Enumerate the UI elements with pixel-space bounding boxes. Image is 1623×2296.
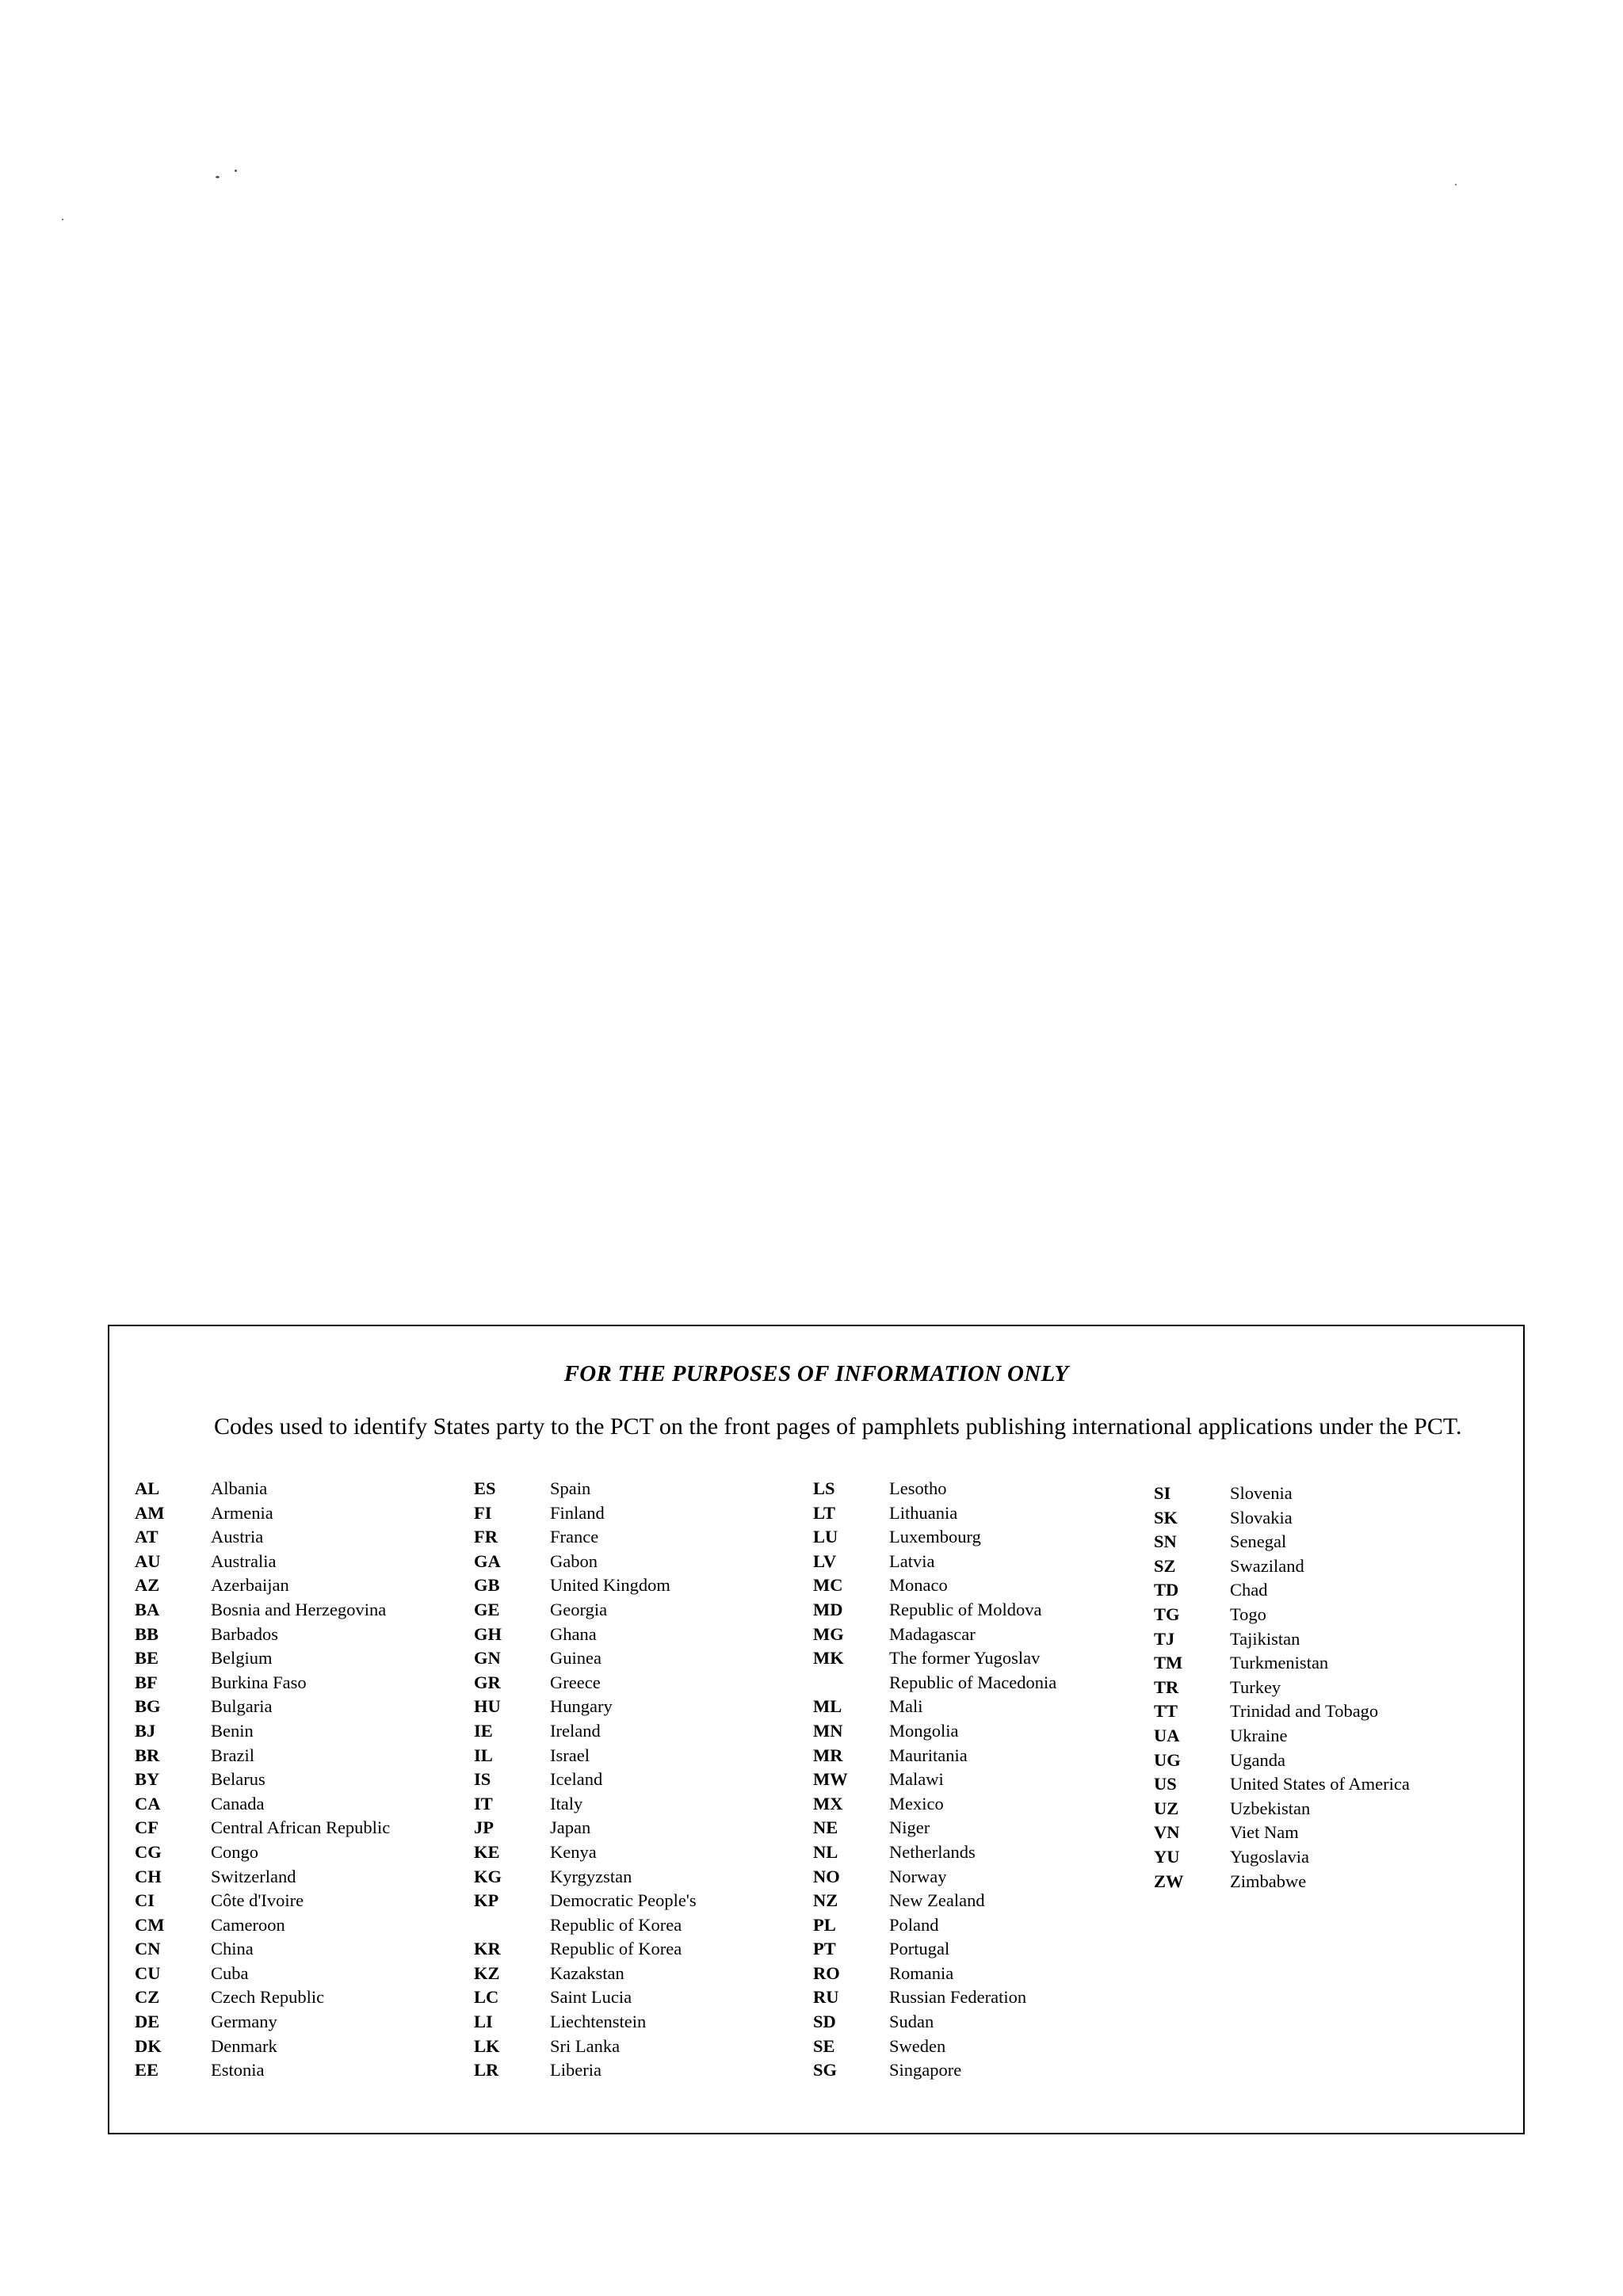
code-row — [1154, 1845, 1410, 1870]
code-row — [813, 1744, 1056, 1768]
code-row — [813, 1889, 1056, 1913]
country-name: Kazakstan — [550, 1962, 624, 1983]
country-name: Turkmenistan — [1230, 1653, 1329, 1673]
country-code: ML — [813, 1696, 842, 1717]
code-row — [813, 1671, 1056, 1695]
scan-speck — [62, 219, 63, 220]
country-code: LU — [813, 1527, 838, 1547]
country-code: MW — [813, 1769, 848, 1790]
code-row — [474, 1501, 697, 1526]
code-row — [1154, 1627, 1410, 1652]
code-row — [474, 1646, 697, 1671]
code-row — [135, 1477, 390, 1501]
code-row — [135, 1646, 390, 1671]
code-row — [135, 1985, 390, 2010]
country-name: Belgium — [211, 1648, 273, 1669]
country-name: France — [550, 1527, 599, 1547]
box-title: FOR THE PURPOSES OF INFORMATION ONLY — [563, 1361, 1069, 1386]
code-row — [813, 1985, 1056, 2010]
code-row — [1154, 1724, 1410, 1749]
country-name: Austria — [211, 1527, 264, 1547]
country-name: Madagascar — [889, 1623, 976, 1644]
country-code: SZ — [1154, 1555, 1176, 1576]
code-row — [813, 1598, 1056, 1623]
code-row — [1154, 1797, 1410, 1821]
country-code: BB — [135, 1623, 159, 1644]
country-name: Denmark — [211, 2035, 277, 2056]
country-code: EE — [135, 2060, 159, 2081]
code-row — [135, 1501, 390, 1526]
code-row — [474, 1937, 697, 1962]
country-code: GR — [474, 1672, 501, 1692]
country-name: Tajikistan — [1230, 1628, 1300, 1649]
code-row — [813, 1573, 1056, 1598]
code-row — [1154, 1772, 1410, 1797]
country-code: NO — [813, 1866, 840, 1886]
country-code: NL — [813, 1841, 838, 1862]
country-code: MD — [813, 1599, 843, 1619]
code-row — [813, 1768, 1056, 1792]
code-row — [474, 1985, 697, 2010]
country-name: Bosnia and Herzegovina — [211, 1599, 387, 1619]
country-code: MR — [813, 1745, 843, 1765]
country-name: Sudan — [889, 2012, 934, 2032]
country-name: Chad — [1230, 1580, 1268, 1600]
country-name: Kenya — [550, 1841, 597, 1862]
country-name: Estonia — [211, 2060, 265, 2081]
code-row — [474, 1913, 697, 1938]
country-name: Georgia — [550, 1599, 608, 1619]
code-row — [135, 1719, 390, 1744]
country-code: BE — [135, 1648, 159, 1669]
country-name: United Kingdom — [550, 1575, 670, 1596]
scan-speck — [235, 170, 237, 172]
country-name: Malawi — [889, 1769, 944, 1790]
country-code: TM — [1154, 1653, 1183, 1673]
code-row — [135, 1623, 390, 1647]
country-name: Australia — [211, 1550, 277, 1571]
country-code: CH — [135, 1866, 162, 1886]
country-name: Romania — [889, 1962, 954, 1983]
country-name: United States of America — [1230, 1774, 1410, 1794]
country-name: Liberia — [550, 2060, 601, 2081]
country-code: BY — [135, 1769, 160, 1790]
country-code: ZW — [1154, 1871, 1184, 1891]
country-name: Democratic People's — [550, 1890, 697, 1911]
country-name: Republic of Korea — [550, 1939, 682, 1959]
code-row — [813, 2035, 1056, 2059]
code-row — [813, 1695, 1056, 1719]
country-code: TG — [1154, 1604, 1180, 1624]
country-name: Hungary — [550, 1696, 613, 1717]
country-name: Ghana — [550, 1623, 597, 1644]
country-name: Sri Lanka — [550, 2035, 621, 2056]
code-row — [474, 2010, 697, 2035]
country-name: Latvia — [889, 1550, 935, 1571]
country-code: TT — [1154, 1701, 1178, 1722]
code-row — [135, 1768, 390, 1792]
country-code: AT — [135, 1527, 158, 1547]
code-row — [1154, 1506, 1410, 1531]
code-row — [474, 1477, 697, 1501]
code-row — [474, 1719, 697, 1744]
country-name: Trinidad and Tobago — [1230, 1701, 1379, 1722]
country-name: Ireland — [550, 1720, 601, 1741]
country-name: Barbados — [211, 1623, 278, 1644]
country-code: IT — [474, 1793, 493, 1814]
country-code: TD — [1154, 1580, 1179, 1600]
code-row — [135, 1744, 390, 1768]
country-name: Monaco — [889, 1575, 948, 1596]
code-row — [135, 1598, 390, 1623]
country-name: Slovakia — [1230, 1507, 1293, 1527]
country-name: Gabon — [550, 1550, 598, 1571]
country-code: CI — [135, 1890, 155, 1911]
country-name: Italy — [550, 1793, 583, 1814]
country-code: NE — [813, 1817, 838, 1838]
scan-speck — [216, 176, 220, 178]
country-code: GB — [474, 1575, 500, 1596]
country-code: SN — [1154, 1531, 1177, 1552]
code-row — [474, 1792, 697, 1817]
country-name: Kyrgyzstan — [550, 1866, 632, 1886]
code-row — [1154, 1482, 1410, 1506]
code-row — [135, 1840, 390, 1865]
code-column-2 — [474, 1477, 697, 2083]
country-code — [813, 1671, 889, 1695]
country-name: Germany — [211, 2012, 277, 2032]
country-code: UG — [1154, 1749, 1181, 1770]
country-name: Congo — [211, 1841, 259, 1862]
country-name: Israel — [550, 1745, 590, 1765]
country-name: Côte d'Ivoire — [211, 1890, 304, 1911]
country-code: MC — [813, 1575, 843, 1596]
country-code: CN — [135, 1939, 161, 1959]
country-name: New Zealand — [889, 1890, 985, 1911]
code-row — [135, 1962, 390, 1986]
code-row — [135, 1573, 390, 1598]
country-name: Greece — [550, 1672, 601, 1692]
country-name: Mexico — [889, 1793, 944, 1814]
code-row — [1154, 1578, 1410, 1603]
code-row — [813, 1937, 1056, 1962]
country-code: SI — [1154, 1483, 1171, 1503]
code-row — [1154, 1821, 1410, 1845]
code-row — [135, 1525, 390, 1550]
code-row — [135, 2058, 390, 2083]
country-name: Sweden — [889, 2035, 946, 2056]
country-name: Norway — [889, 1866, 947, 1886]
country-name: Zimbabwe — [1230, 1871, 1307, 1891]
country-code: SE — [813, 2035, 835, 2056]
code-row — [474, 1573, 697, 1598]
country-code: BR — [135, 1745, 160, 1765]
code-row — [1154, 1554, 1410, 1579]
code-row — [474, 1962, 697, 1986]
box-subtitle: Codes used to identify States party to the PCT on the front pages of pamphlets publishing international applications under the PCT. — [214, 1413, 1462, 1440]
code-row — [1154, 1530, 1410, 1554]
code-row — [813, 1840, 1056, 1865]
country-name: Slovenia — [1230, 1483, 1293, 1503]
country-name: Belarus — [211, 1769, 265, 1790]
country-code: TJ — [1154, 1628, 1175, 1649]
country-code: BA — [135, 1599, 160, 1619]
country-name: Mauritania — [889, 1745, 968, 1765]
code-column-1 — [135, 1477, 390, 2083]
country-name: Saint Lucia — [550, 1987, 632, 2008]
code-row — [813, 1816, 1056, 1840]
code-row — [1154, 1651, 1410, 1676]
country-code: DK — [135, 2035, 162, 2056]
country-code: TR — [1154, 1676, 1179, 1697]
country-code: IL — [474, 1745, 493, 1765]
country-code: CA — [135, 1793, 161, 1814]
country-code: AZ — [135, 1575, 160, 1596]
country-code: KR — [474, 1939, 501, 1959]
country-code: YU — [1154, 1846, 1180, 1867]
code-row — [474, 1550, 697, 1574]
country-code: ES — [474, 1478, 496, 1498]
code-row — [474, 1865, 697, 1890]
country-code: AU — [135, 1550, 161, 1571]
country-code: RO — [813, 1962, 840, 1983]
country-name: Canada — [211, 1793, 265, 1814]
country-name: The former Yugoslav — [889, 1648, 1041, 1669]
country-code: BF — [135, 1672, 158, 1692]
country-code: KZ — [474, 1962, 500, 1983]
country-code: AM — [135, 1502, 165, 1523]
code-row — [474, 1525, 697, 1550]
code-row — [135, 2035, 390, 2059]
code-row — [813, 1550, 1056, 1574]
country-code: AL — [135, 1478, 160, 1498]
country-name: Swaziland — [1230, 1555, 1304, 1576]
country-code: GN — [474, 1648, 501, 1669]
country-name: Mali — [889, 1696, 923, 1717]
country-name: Azerbaijan — [211, 1575, 289, 1596]
code-row — [1154, 1699, 1410, 1724]
code-row — [474, 1598, 697, 1623]
code-row — [813, 1525, 1056, 1550]
code-row — [1154, 1603, 1410, 1627]
country-name: Switzerland — [211, 1866, 296, 1886]
country-name: Burkina Faso — [211, 1672, 307, 1692]
country-code: GA — [474, 1550, 501, 1571]
country-name: Central African Republic — [211, 1817, 391, 1838]
country-name: Liechtenstein — [550, 2012, 647, 2032]
country-name: Republic of Korea — [550, 1914, 682, 1935]
country-code — [474, 1913, 550, 1938]
code-row — [813, 1865, 1056, 1890]
country-name: Turkey — [1230, 1676, 1281, 1697]
country-code: LK — [474, 2035, 500, 2056]
code-row — [813, 1623, 1056, 1647]
country-name: Lithuania — [889, 1502, 958, 1523]
code-row — [813, 2058, 1056, 2083]
country-name: Portugal — [889, 1939, 950, 1959]
code-row — [813, 1962, 1056, 1986]
code-row — [474, 1889, 697, 1913]
code-row — [474, 2035, 697, 2059]
country-code: IE — [474, 1720, 493, 1741]
country-name: Togo — [1230, 1604, 1266, 1624]
code-row — [135, 1913, 390, 1938]
country-name: Ukraine — [1230, 1725, 1288, 1745]
country-name: Albania — [211, 1478, 268, 1498]
country-code: BG — [135, 1696, 161, 1717]
code-row — [474, 1744, 697, 1768]
country-name: Spain — [550, 1478, 591, 1498]
country-code: US — [1154, 1774, 1177, 1794]
country-code: PT — [813, 1939, 836, 1959]
country-name: Cuba — [211, 1962, 249, 1983]
country-code: CG — [135, 1841, 162, 1862]
code-row — [135, 1937, 390, 1962]
code-row — [813, 1501, 1056, 1526]
country-code: KG — [474, 1866, 502, 1886]
country-name: Republic of Moldova — [889, 1599, 1042, 1619]
country-code: CU — [135, 1962, 161, 1983]
country-name: China — [211, 1939, 254, 1959]
country-code: MN — [813, 1720, 843, 1741]
code-column-3 — [813, 1477, 1056, 2083]
country-code: LT — [813, 1502, 835, 1523]
country-name: Finland — [550, 1502, 605, 1523]
country-code: BJ — [135, 1720, 156, 1741]
country-name: Luxembourg — [889, 1527, 981, 1547]
code-column-4 — [1154, 1482, 1410, 1894]
code-row — [135, 1695, 390, 1719]
country-name: Niger — [889, 1817, 930, 1838]
country-code: CM — [135, 1914, 165, 1935]
country-code: CZ — [135, 1987, 160, 2008]
code-row — [135, 1671, 390, 1695]
code-row — [135, 1792, 390, 1817]
country-code: CF — [135, 1817, 158, 1838]
code-row — [813, 1646, 1056, 1671]
country-name: Czech Republic — [211, 1987, 325, 2008]
code-row — [813, 1792, 1056, 1817]
code-row — [1154, 1676, 1410, 1700]
country-code: VN — [1154, 1822, 1180, 1843]
country-code: IS — [474, 1769, 491, 1790]
country-code: PL — [813, 1914, 836, 1935]
country-name: Benin — [211, 1720, 254, 1741]
country-code: JP — [474, 1817, 494, 1838]
code-row — [474, 2058, 697, 2083]
scan-speck — [1455, 184, 1457, 185]
country-name: Bulgaria — [211, 1696, 273, 1717]
code-row — [135, 1889, 390, 1913]
country-code: MK — [813, 1648, 844, 1669]
country-code: DE — [135, 2012, 160, 2032]
code-row — [1154, 1870, 1410, 1894]
country-code: LV — [813, 1550, 837, 1571]
code-row — [135, 1816, 390, 1840]
country-code: NZ — [813, 1890, 838, 1911]
code-row — [813, 2010, 1056, 2035]
code-row — [474, 1695, 697, 1719]
country-code: SK — [1154, 1507, 1178, 1527]
country-name: Uzbekistan — [1230, 1798, 1311, 1818]
country-name: Mongolia — [889, 1720, 959, 1741]
country-code: GE — [474, 1599, 500, 1619]
country-code: SG — [813, 2060, 838, 2081]
country-name: Iceland — [550, 1769, 603, 1790]
country-name: Japan — [550, 1817, 591, 1838]
country-code: FI — [474, 1502, 492, 1523]
country-code: LS — [813, 1478, 835, 1498]
country-name: Cameroon — [211, 1914, 285, 1935]
country-code: SD — [813, 2012, 836, 2032]
country-name: Senegal — [1230, 1531, 1287, 1552]
country-code: KP — [474, 1890, 499, 1911]
country-code: GH — [474, 1623, 502, 1644]
country-code: FR — [474, 1527, 498, 1547]
country-code: LR — [474, 2060, 499, 2081]
code-row — [474, 1623, 697, 1647]
code-row — [474, 1671, 697, 1695]
country-name: Viet Nam — [1230, 1822, 1299, 1843]
country-name: Russian Federation — [889, 1987, 1027, 2008]
country-code: HU — [474, 1696, 501, 1717]
code-row — [474, 1840, 697, 1865]
country-code: MX — [813, 1793, 843, 1814]
code-row — [135, 1865, 390, 1890]
code-row — [474, 1816, 697, 1840]
country-name: Yugoslavia — [1230, 1846, 1309, 1867]
code-row — [813, 1913, 1056, 1938]
country-code: UA — [1154, 1725, 1180, 1745]
code-row — [813, 1719, 1056, 1744]
country-name: Singapore — [889, 2060, 962, 2081]
country-name: Republic of Macedonia — [889, 1672, 1057, 1692]
code-row — [474, 1768, 697, 1792]
country-code: LI — [474, 2012, 493, 2032]
country-name: Uganda — [1230, 1749, 1285, 1770]
country-name: Netherlands — [889, 1841, 976, 1862]
country-code: MG — [813, 1623, 844, 1644]
code-row — [135, 2010, 390, 2035]
code-row — [813, 1477, 1056, 1501]
country-code: RU — [813, 1987, 839, 2008]
code-row — [135, 1550, 390, 1574]
country-code: KE — [474, 1841, 500, 1862]
country-code: LC — [474, 1987, 499, 2008]
pct-info-box — [108, 1325, 1525, 2134]
country-name: Lesotho — [889, 1478, 947, 1498]
country-name: Guinea — [550, 1648, 601, 1669]
country-name: Poland — [889, 1914, 939, 1935]
country-name: Armenia — [211, 1502, 273, 1523]
country-code: UZ — [1154, 1798, 1179, 1818]
code-row — [1154, 1749, 1410, 1773]
country-name: Brazil — [211, 1745, 254, 1765]
